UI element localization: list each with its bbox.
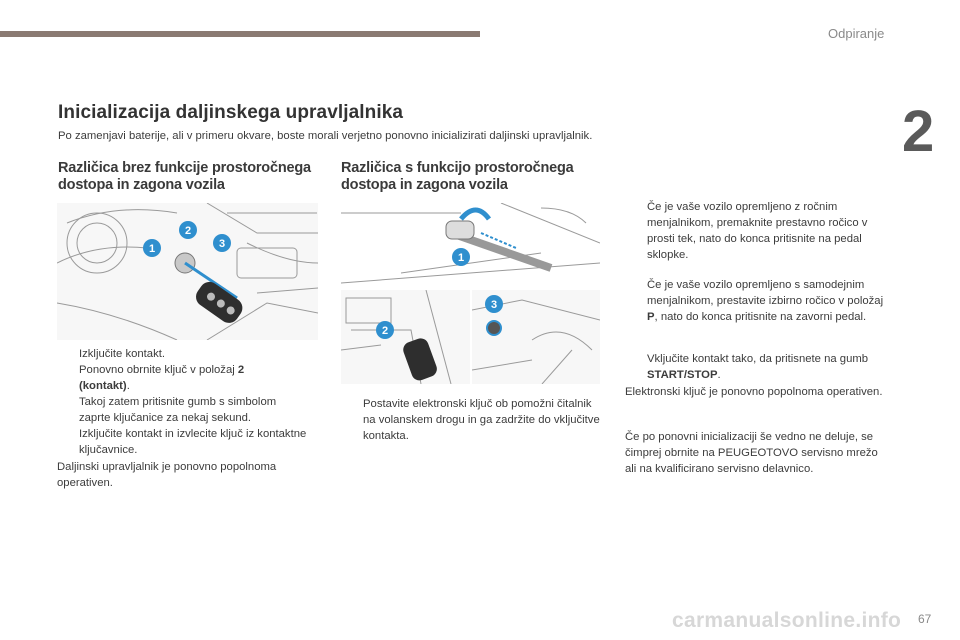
steering-column-illustration <box>341 203 600 290</box>
key-reader-illustration <box>341 290 470 384</box>
callout-2: 2 <box>381 325 389 337</box>
heading-with-handsfree <box>341 160 611 194</box>
heading-line: dostopa in zagona vozila <box>341 177 508 193</box>
manual-gearbox-step <box>625 199 885 263</box>
callout-1: 1 <box>457 252 465 264</box>
list-item: Izključite kontakt. <box>79 348 166 360</box>
page-title: Inicializacija daljinskega upravljalnika <box>58 102 404 123</box>
start-stop-drawing <box>472 290 600 384</box>
list-item: Ponovno obrnite ključ v položaj 2 (kontakt). <box>79 364 245 392</box>
section-label: Odpiranje <box>828 26 885 41</box>
key-reader-drawing <box>341 290 470 384</box>
heading-without-handsfree <box>58 160 328 194</box>
heading-line: dostopa in zagona vozila <box>58 177 225 193</box>
callout-3: 3 <box>218 238 226 250</box>
start-stop-illustration <box>472 290 600 384</box>
callout-3: 3 <box>490 299 498 311</box>
ignition-key-illustration <box>57 203 318 340</box>
list-item: Če je vaše vozilo opremljeno s samodejnim menjalnikom, prestavite izbirno ročico v položaj P, nato do konca pritisnite na zavorni pedal. <box>647 279 884 323</box>
chapter-number: 2 <box>902 99 935 164</box>
automatic-gearbox-step <box>625 277 885 325</box>
callout-1: 1 <box>148 243 156 255</box>
heading-line: Različica s funkcijo prostoročnega <box>341 160 574 176</box>
col3-note-service: Če po ponovni inicializaciji še vedno ne deluje, se čimprej obrnite na PEUGEOTOVO servisno mrežo ali na kvalificirano servisno delavnico. <box>625 431 878 475</box>
list-item: Če je vaše vozilo opremljeno z ročnim menjalnikom, premaknite prestavno ročico v prosti tek, nato do konca pritisnite na pedal sklopke. <box>647 201 868 261</box>
intro-text: Po zamenjavi baterije, ali v primeru okvare, boste morali verjetno ponovno inicializirati daljinski upravljalnik. <box>58 130 593 142</box>
col1-note: Daljinski upravljalnik je ponovno popolnoma operativen. <box>57 461 277 489</box>
list-item: Vključite kontakt tako, da pritisnete na gumb START/STOP. <box>647 353 869 381</box>
list-item: Takoj zatem pritisnite gumb s simbolom zaprte ključanice za nekaj sekund. <box>79 396 277 424</box>
steps-without-handsfree <box>57 346 307 458</box>
header-bar <box>0 31 480 37</box>
list-item: Postavite elektronski ključ ob pomožni čitalnik na volanskem drogu in ga zadržite do vključitve kontakta. <box>363 398 600 442</box>
ignition-key-drawing <box>57 203 318 340</box>
list-item: Izključite kontakt in izvlecite ključ iz kontaktne ključavnice. <box>79 428 307 456</box>
page-number: 67 <box>918 612 932 626</box>
steering-column-drawing <box>341 203 600 290</box>
steps-with-handsfree <box>341 396 601 444</box>
heading-line: Različica brez funkcije prostoročnega <box>58 160 311 176</box>
col3-note-operative: Elektronski ključ je ponovno popolnoma operativen. <box>625 386 883 398</box>
callout-2: 2 <box>184 225 192 237</box>
watermark: carmanualsonline.info <box>672 609 902 632</box>
start-stop-step <box>625 351 885 383</box>
